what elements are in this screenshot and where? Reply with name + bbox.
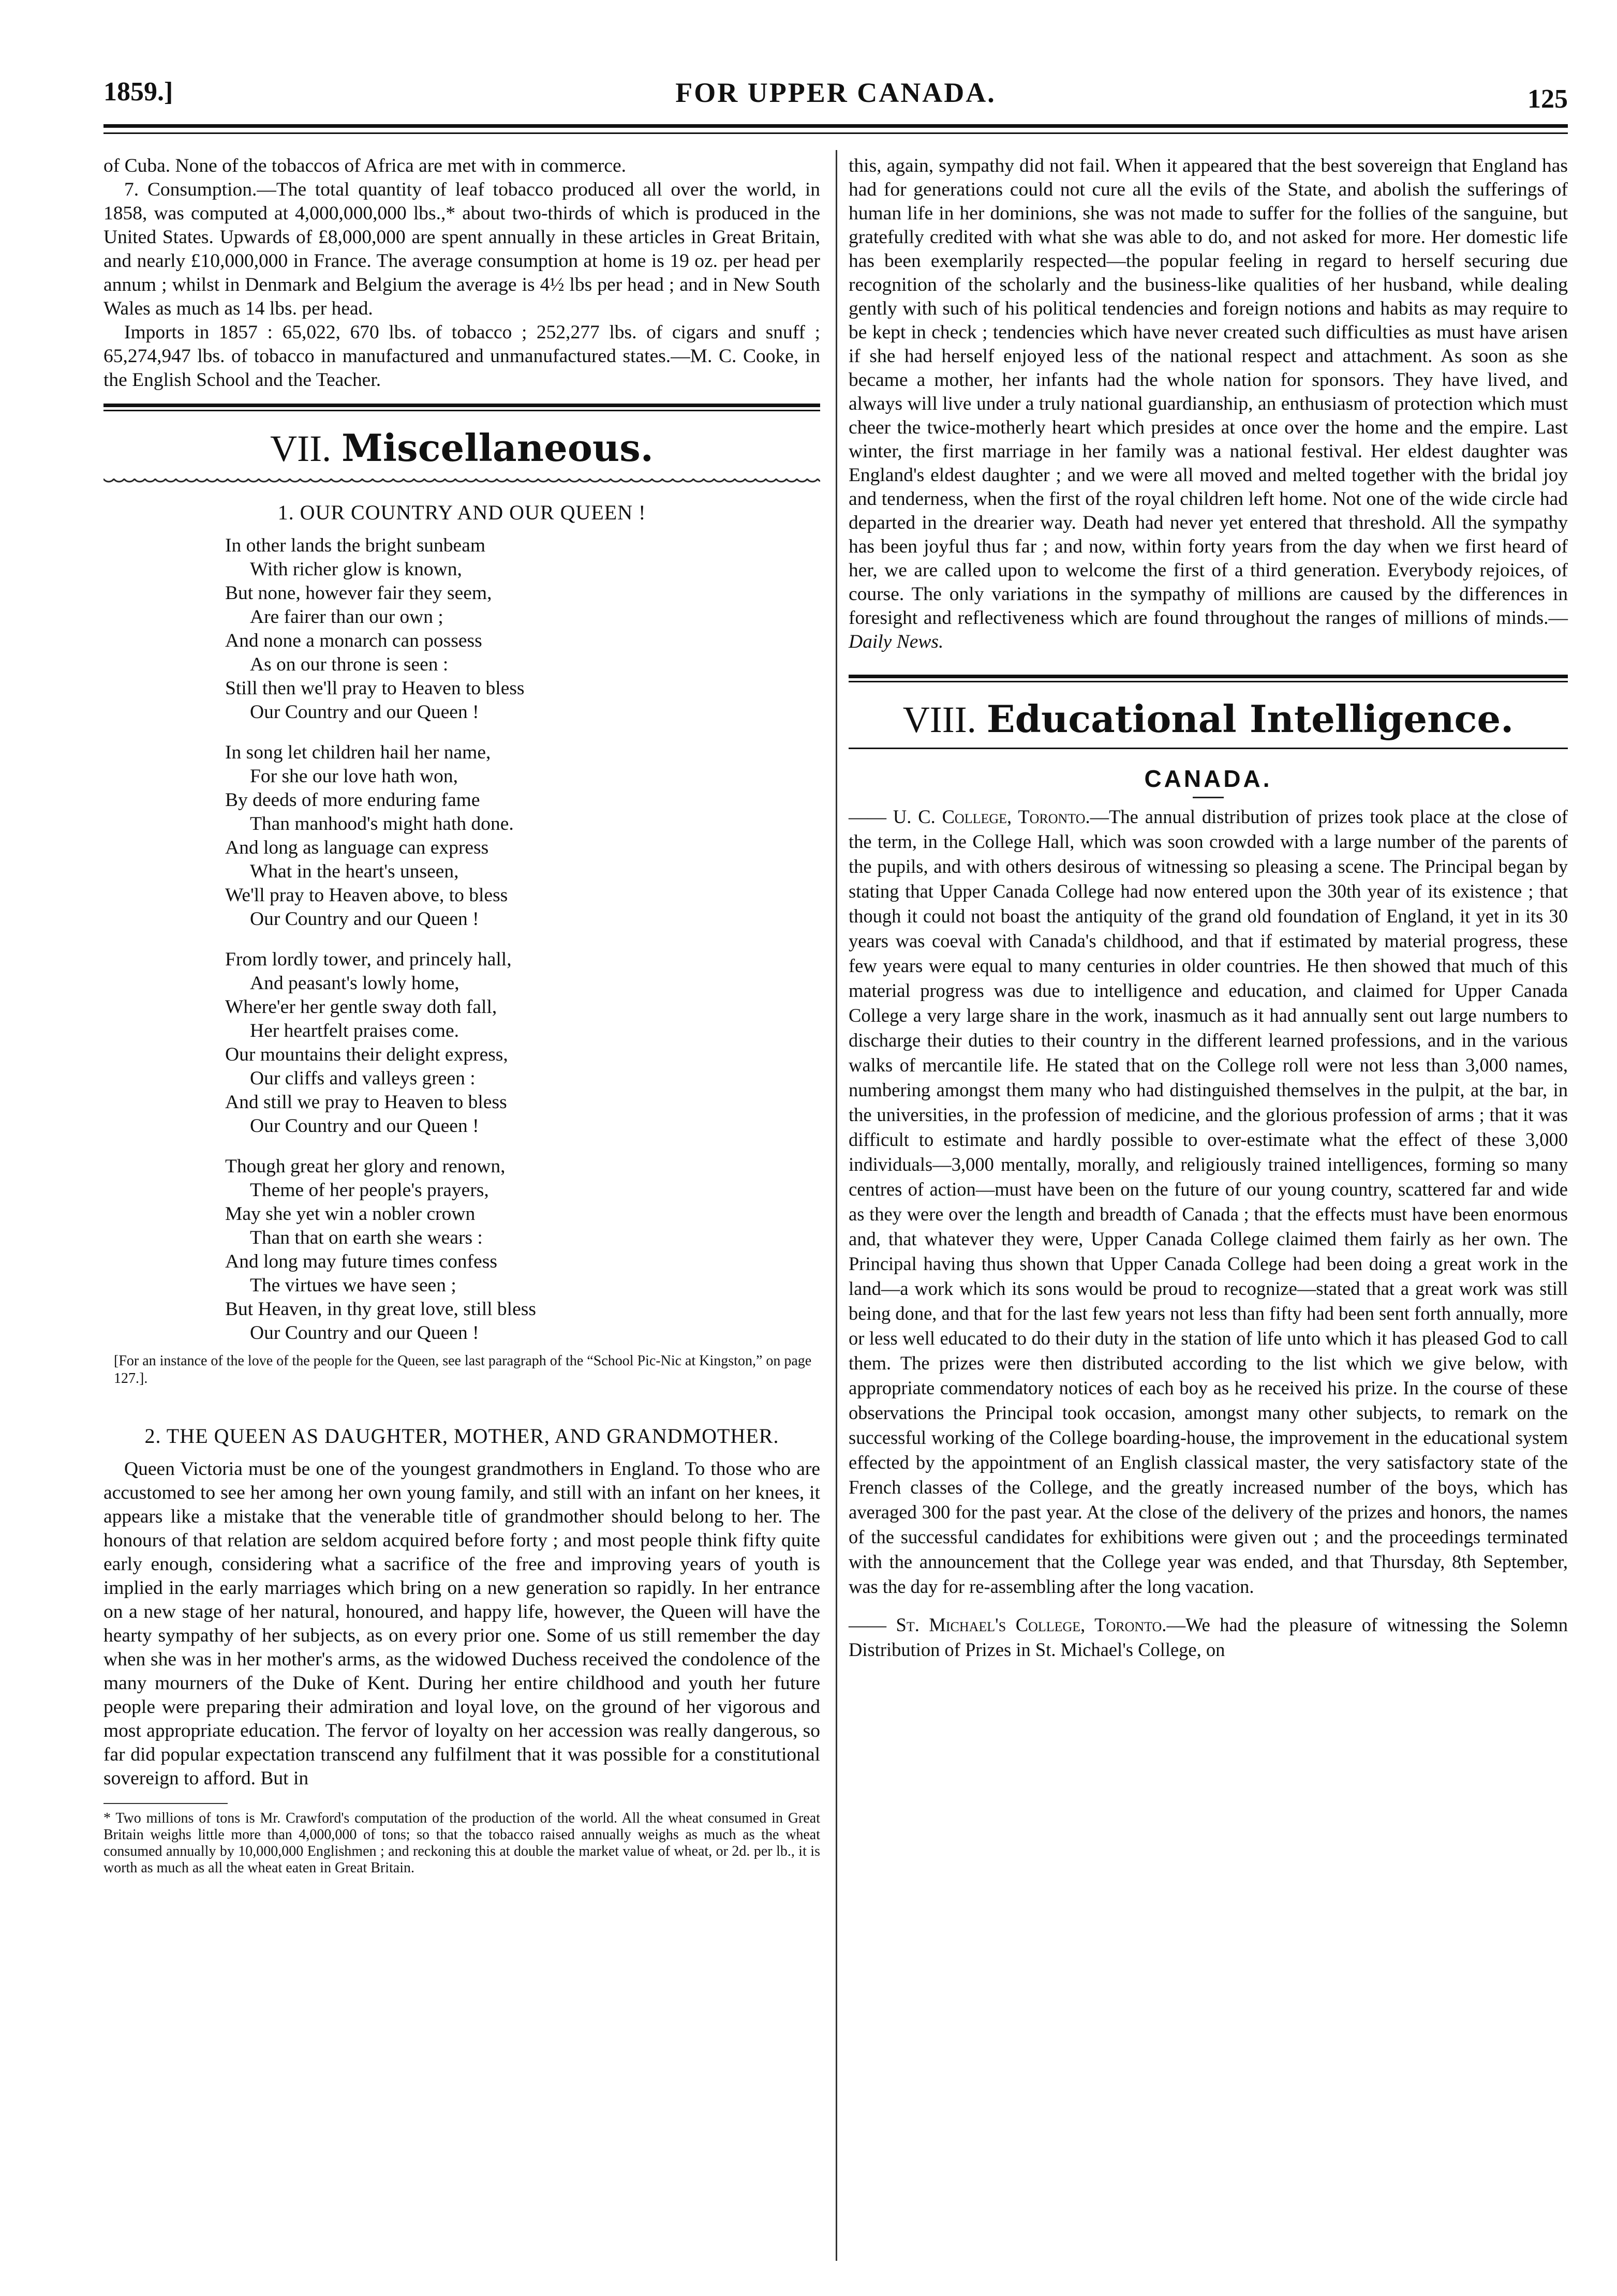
column-divider: [836, 150, 837, 2261]
poem-line: Where'er her gentle sway doth fall,: [225, 996, 497, 1018]
section-heading-vii: [103, 426, 820, 470]
editorial-note: [For an instance of the love of the people for the Queen, see last paragraph of the “School Pic-Nic at Kingston,” on page 127.].: [114, 1353, 812, 1386]
continuation-text: this, again, sympathy did not fail. When it appeared that the best sovereign that England has had for generations could not cure all the evils of the State, and abolish the sufferings of human life in her dominions, she was not made to suffer for the follies of the sanguine, but gratefully credited with what she was able to do, and not asked for more. Her domestic life has been exemplarily respected—the popular feeling in regard to herself securing due recognition of the scholarly and the business-like qualities of her husband, while dealing gently with such of his political tendencies and foreign notions and habits as may require to be kept in check ; tendencies which have never created such difficulties as must have arisen if she had herself enjoyed less of the national respect and attachment. As soon as she became a mother, her infants had the whole nation for sponsors. They have lived, and always will live under a truly national guardianship, an enthusiasm of protection which must cheer the twice-motherly heart which presides at once over the home and the empire. Last winter, the first marriage in her family was a national festival. Her eldest daughter was England's eldest daughter ; and we were all moved and melted together with the bridal joy and tenderness, when the first of the royal children left home. Not one of the wide circle had departed in the drearier way. Death had never yet entered that threshold. All the sympathy has been joyful thus far ; and now, within forty years from the day when we first heard of her, we are called upon to welcome the first of a third generation. Everybody rejoices, of course. The only variations in the sympathy of millions are caused by the differences in foresight and reflectiveness which are found throughout the ranges of millions of minds.—: [849, 155, 1568, 629]
section-title: Miscellaneous.: [342, 426, 654, 470]
section-number: VIII.: [902, 699, 976, 740]
poem-line: Than manhood's might hath done.: [250, 813, 514, 834]
section-rule-thick: [103, 404, 820, 407]
poem-line: But none, however fair they seem,: [225, 583, 492, 604]
running-head: [103, 77, 1568, 118]
right-column: [849, 154, 1568, 1676]
article-st-michael: [849, 1613, 1568, 1662]
poem-stanza: [225, 534, 820, 724]
poem-line: But Heaven, in thy great love, still bless: [225, 1299, 536, 1320]
article-ucc: [849, 804, 1568, 1599]
short-dash: [1193, 797, 1224, 798]
poem-line: Though great her glory and renown,: [225, 1156, 506, 1177]
issue-year: 1859.]: [103, 77, 173, 107]
left-column: [103, 154, 820, 1876]
section-heading-viii: [849, 697, 1568, 741]
poem-line: By deeds of more enduring fame: [225, 789, 480, 811]
poem-line: In song let children hail her name,: [225, 742, 491, 763]
article-body-queen: Queen Victoria must be one of the youngest grandmothers in England. To those who are accustomed to see her among her own young family, and still with an infant on her knees, it appears like a mistake that the venerable title of grandmother should belong to her. The honours of that relation are seldom acquired before forty ; and most people think fifty quite early enough, considering what a sacrifice of the free and improving years of youth is implied in the early marriages which bring on a new generation so rapidly. In her entrance on a new stage of her natural, honoured, and happy life, however, the Queen will have the hearty sympathy of her subjects, as on every prior one. Some of us still remember the day when she was in her mother's arms, as the widowed Duchess received the condolence of the many mourners of the Duke of Kent. During her entire childhood and youth her future people were preparing their admiration and loyal love, on the ground of her vigorous and most appropriate education. The fervor of loyalty on her accession was really dangerous, so far did popular expectation transcend any fulfilment that it was possible for a constitutional sovereign to afford. But in: [103, 1458, 820, 1789]
canada-heading: CANADA.: [1144, 765, 1272, 792]
poem-line: Our Country and our Queen !: [250, 1322, 479, 1344]
section-rule-thin: [849, 681, 1568, 682]
poem-line: With richer glow is known,: [250, 559, 462, 580]
poem-line: And still we pray to Heaven to bless: [225, 1092, 507, 1113]
poem-stanza: [225, 741, 820, 931]
running-title: FOR UPPER CANADA.: [675, 77, 996, 108]
poem-stanza: [225, 948, 820, 1138]
article-continuation: [849, 154, 1568, 654]
page-number: 125: [1527, 84, 1568, 114]
poem-line: As on our throne is seen :: [250, 654, 449, 675]
poem-line: For she our love hath won,: [250, 766, 458, 787]
poem-line: Our mountains their delight express,: [225, 1044, 508, 1065]
poem-line: Theme of her people's prayers,: [250, 1180, 489, 1201]
section-number: VII.: [270, 428, 332, 469]
poem-line: Our Country and our Queen !: [250, 702, 479, 723]
poem-line: Than that on earth she wears :: [250, 1227, 483, 1248]
poem-line: The virtues we have seen ;: [250, 1275, 456, 1296]
article-body-st-michael: —We had the pleasure of witnessing the Solemn Distribution of Prizes in St. Michael's College, on: [849, 1614, 1568, 1660]
poem-line: In other lands the bright sunbeam: [225, 535, 486, 556]
article-lead-ucc: —— U. C. College, Toronto.: [849, 806, 1090, 827]
header-rule-thick: [103, 124, 1568, 128]
poem-line: And long may future times confess: [225, 1251, 497, 1272]
section-title: Educational Intelligence.: [986, 697, 1514, 741]
poem-line: Our Country and our Queen !: [250, 908, 479, 930]
section-rule-thick: [849, 675, 1568, 678]
poem: [103, 534, 820, 1345]
poem-line: Her heartfelt praises come.: [250, 1020, 459, 1041]
section-underline: [849, 748, 1568, 749]
wavy-divider: [103, 479, 820, 488]
poem-line: We'll pray to Heaven above, to bless: [225, 885, 508, 906]
article-lead-st-michael: —— St. Michael's College, Toronto.: [849, 1614, 1167, 1635]
article-body-ucc: —The annual distribution of prizes took place at the close of the term, in the College Hall, which was soon crowded with a large number of the parents of the pupils, and with others desirous of witnessing so pleasing a scene. The Principal began by stating that Upper Canada College had now entered upon the 30th year of its existence ; that though it could not boast the antiquity of the grand old foundation of England, it yet in its 30 years was coeval with Canada's childhood, and that if estimated by material progress, these few years were equal to many centuries in older countries. He then showed that much of this material progress was due to intelligence and education, and claimed for Upper Canada College a very large share in the work, inasmuch as it had annually sent out large numbers to discharge their duties to their country in the different learned professions, and in the various walks of mercantile life. He stated that on the College roll were not less than 3,000 names, numbering amongst them many who had distinguished themselves in the pulpit, at the bar, in the universities, in the profession of medicine, and the glorious profession of arms ; that it was difficult to estimate and hardly possible to over-estimate what the effect of these 3,000 individuals—3,000 mentally, morally, and religiously trained intelligences, forming so many centres of action—must have been on the future of our young country, scattered far and wide as they were over the length and breadth of Canada ; that the effects must have been enormous and, that whatever they were, Upper Canada College claimed them fairly as her own. The Principal having thus shown that Upper Canada College had been doing a great work in the land—a work which its sons would be proud to recognize—stated that a great work was still being done, and that for the last few years not less than fifty had been sent forth annually, more or less well educated to do their duty in the station of life unto which it has pleased God to call them. The prizes were then distributed according to the list which we give below, with appropriate commendatory notices of each boy as he received his prize. In the course of these observations the Principal took occasion, amongst many other subjects, to remark on the successful working of the College boarding-house, the improvement in the educational system effected by the appointment of an English classical master, the very satisfactory state of the French classes of the College, and the greatly increased number of the boys, which has averaged 300 for the past year. At the close of the delivery of the prizes and honors, the names of the successful candidates for exhibitions were given out ; and the proceedings terminated with the announcement that the College year was ended, and that Thursday, 8th September, was the day for re-assembling after the long vacation.: [849, 806, 1568, 1597]
paragraph-cuba: of Cuba. None of the tobaccos of Africa are met with in commerce.: [103, 155, 627, 176]
article-title-our-country: 1. OUR COUNTRY AND OUR QUEEN !: [277, 501, 646, 524]
poem-line: Still then we'll pray to Heaven to bless: [225, 678, 525, 699]
source-credit: Daily News.: [849, 631, 944, 652]
poem-line: Our Country and our Queen !: [250, 1115, 479, 1137]
footnote: * Two millions of tons is Mr. Crawford's computation of the production of the world. All the wheat consumed in Great Britain weighs little more than 4,000,000 of tons; so that the tobacco raised annually weighs as much as the wheat consumed annually by 10,000,000 Englishmen ; and reckoning this at double the market value of wheat, or 2d. per lb., it is worth as much as all the wheat eaten in Great Britain.: [103, 1810, 820, 1876]
section-rule-thin: [103, 410, 820, 411]
paragraph-imports: Imports in 1857 : 65,022, 670 lbs. of tobacco ; 252,277 lbs. of cigars and snuff ; 65,274,947 lbs. of tobacco in manufactured and unmanufactured states.—M. C. Cooke, in the English School and the Teacher.: [103, 322, 820, 391]
footnote-rule: [103, 1803, 228, 1804]
paragraph-consumption: 7. Consumption.—The total quantity of leaf tobacco produced all over the world, in 1858, was computed at 4,000,000,000 lbs.,* about two-thirds of which is produced in the United States. Upwards of £8,000,000 are spent annually in these articles in Great Britain, and nearly £10,000,000 in France. The average consumption at home is 19 oz. per head per annum ; whilst in Denmark and Belgium the average is 4½ lbs per head ; and in New South Wales as much as 14 lbs. per head.: [103, 179, 820, 319]
poem-line: From lordly tower, and princely hall,: [225, 949, 512, 970]
poem-line: And long as language can express: [225, 837, 489, 858]
poem-line: And none a monarch can possess: [225, 630, 482, 651]
poem-line: May she yet win a nobler crown: [225, 1203, 476, 1225]
poem-stanza: [225, 1155, 820, 1345]
poem-line: And peasant's lowly home,: [250, 973, 459, 994]
poem-line: Are fairer than our own ;: [250, 606, 443, 628]
header-rule-thin: [103, 132, 1568, 134]
poem-line: What in the heart's unseen,: [250, 861, 459, 882]
article-title-queen-grandmother: 2. THE QUEEN AS DAUGHTER, MOTHER, AND GRANDMOTHER.: [144, 1424, 779, 1448]
poem-line: Our cliffs and valleys green :: [250, 1068, 476, 1089]
